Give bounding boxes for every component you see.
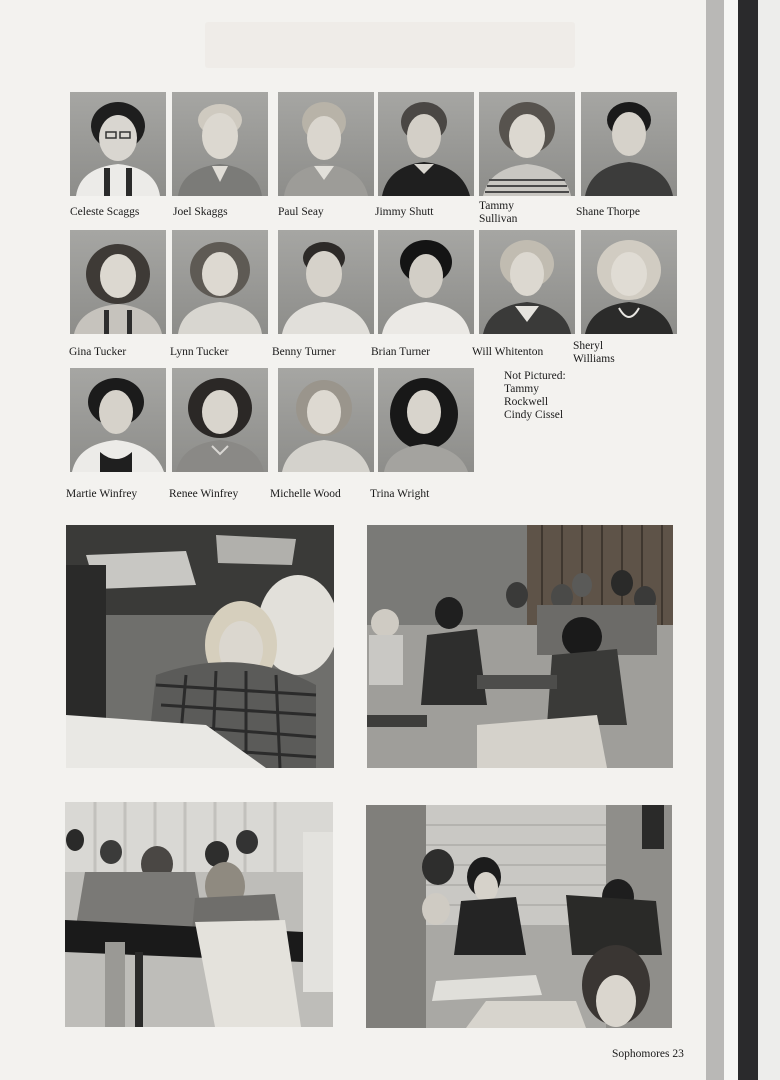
portrait-photo	[479, 92, 575, 196]
portrait-photo	[172, 368, 268, 472]
candid-photo-study-table	[65, 802, 333, 1027]
student-name: Shane Thorpe	[576, 206, 640, 218]
candid-photo-student-writing	[66, 525, 334, 768]
binding-edge-gray	[706, 0, 724, 1080]
binding-edge-right	[758, 0, 780, 1080]
not-pictured-heading: Not Pictured:	[504, 370, 566, 382]
portrait-photo	[581, 92, 677, 196]
student-name: Gina Tucker	[69, 346, 127, 358]
binding-edge-dark	[738, 0, 758, 1080]
student-name: Will Whitenton	[472, 346, 544, 358]
student-name: Celeste Scaggs	[70, 206, 140, 218]
not-pictured-line: Tammy	[504, 383, 539, 395]
portrait-photo	[172, 92, 268, 196]
student-name: Benny Turner	[272, 346, 336, 358]
student-name: Renee Winfrey	[169, 488, 239, 500]
portrait-photo	[479, 230, 575, 334]
candid-photo-classroom	[367, 525, 673, 768]
portrait-photo	[70, 230, 166, 334]
portrait-photo	[172, 230, 268, 334]
student-name: Martie Winfrey	[66, 488, 138, 500]
portrait-photo	[278, 230, 374, 334]
student-name: Joel Skaggs	[173, 206, 228, 218]
footer-page-number: 23	[672, 1048, 684, 1060]
portrait-photo	[70, 368, 166, 472]
portrait-photo	[378, 230, 474, 334]
student-name: Sheryl Williams	[573, 340, 615, 365]
student-name: Michelle Wood	[270, 488, 341, 500]
student-name: Trina Wright	[370, 488, 430, 500]
student-name: Lynn Tucker	[170, 346, 229, 358]
portrait-photo	[378, 368, 474, 472]
portrait-photo	[581, 230, 677, 334]
page-footer	[612, 1048, 684, 1060]
student-name: Tammy Sullivan	[479, 200, 518, 225]
student-name: Paul Seay	[278, 206, 324, 218]
portrait-photo	[70, 92, 166, 196]
portrait-photo	[278, 368, 374, 472]
not-pictured-list	[504, 370, 566, 422]
student-name: Brian Turner	[371, 346, 431, 358]
footer-section: Sophomores	[612, 1048, 670, 1060]
faded-header-bleed	[205, 22, 575, 68]
student-name: Jimmy Shutt	[375, 206, 434, 218]
portrait-photo	[378, 92, 474, 196]
candid-photo-desks	[366, 805, 672, 1028]
portrait-photo	[278, 92, 374, 196]
binding-edge-white	[724, 0, 738, 1080]
not-pictured-line: Cindy Cissel	[504, 409, 564, 421]
not-pictured-line: Rockwell	[504, 396, 549, 408]
